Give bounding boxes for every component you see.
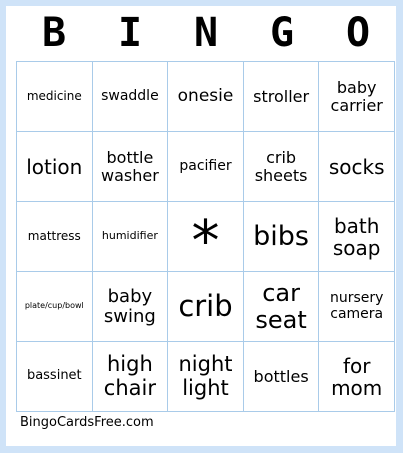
bingo-cell[interactable]: stroller: [244, 62, 320, 132]
header-letter-i: I: [117, 10, 143, 56]
bingo-cell[interactable]: onesie: [168, 62, 244, 132]
header-letter-g: G: [269, 10, 295, 56]
bingo-cell[interactable]: bath soap: [319, 202, 395, 272]
bingo-cell[interactable]: mattress: [17, 202, 93, 272]
free-space-cell[interactable]: *: [168, 202, 244, 272]
bingo-cell[interactable]: bassinet: [17, 342, 93, 412]
header-letter-n: N: [193, 10, 219, 56]
bingo-cell[interactable]: bibs: [244, 202, 320, 272]
bingo-cell[interactable]: plate/cup/bowl: [17, 272, 93, 342]
bingo-header: [16, 6, 396, 60]
bingo-cell[interactable]: swaddle: [93, 62, 169, 132]
bingo-cell[interactable]: night light: [168, 342, 244, 412]
bingo-cell[interactable]: high chair: [93, 342, 169, 412]
bingo-cell[interactable]: medicine: [17, 62, 93, 132]
bingo-cell[interactable]: for mom: [319, 342, 395, 412]
bingo-cell[interactable]: lotion: [17, 132, 93, 202]
header-letter-o: O: [345, 10, 371, 56]
bingo-cell[interactable]: crib: [168, 272, 244, 342]
bingo-cell[interactable]: humidifier: [93, 202, 169, 272]
bingo-cell[interactable]: pacifier: [168, 132, 244, 202]
bingo-cell[interactable]: bottles: [244, 342, 320, 412]
header-letter-b: B: [41, 10, 67, 56]
bingo-cell[interactable]: bottle washer: [93, 132, 169, 202]
bingo-cell[interactable]: baby swing: [93, 272, 169, 342]
bingo-cell[interactable]: car seat: [244, 272, 320, 342]
bingo-card: [6, 6, 396, 446]
bingo-cell[interactable]: baby carrier: [319, 62, 395, 132]
bingo-cell[interactable]: socks: [319, 132, 395, 202]
bingo-cell[interactable]: nursery camera: [319, 272, 395, 342]
bingo-cell[interactable]: crib sheets: [244, 132, 320, 202]
bingo-grid: [16, 61, 395, 412]
site-credit: BingoCardsFree.com: [20, 415, 154, 430]
